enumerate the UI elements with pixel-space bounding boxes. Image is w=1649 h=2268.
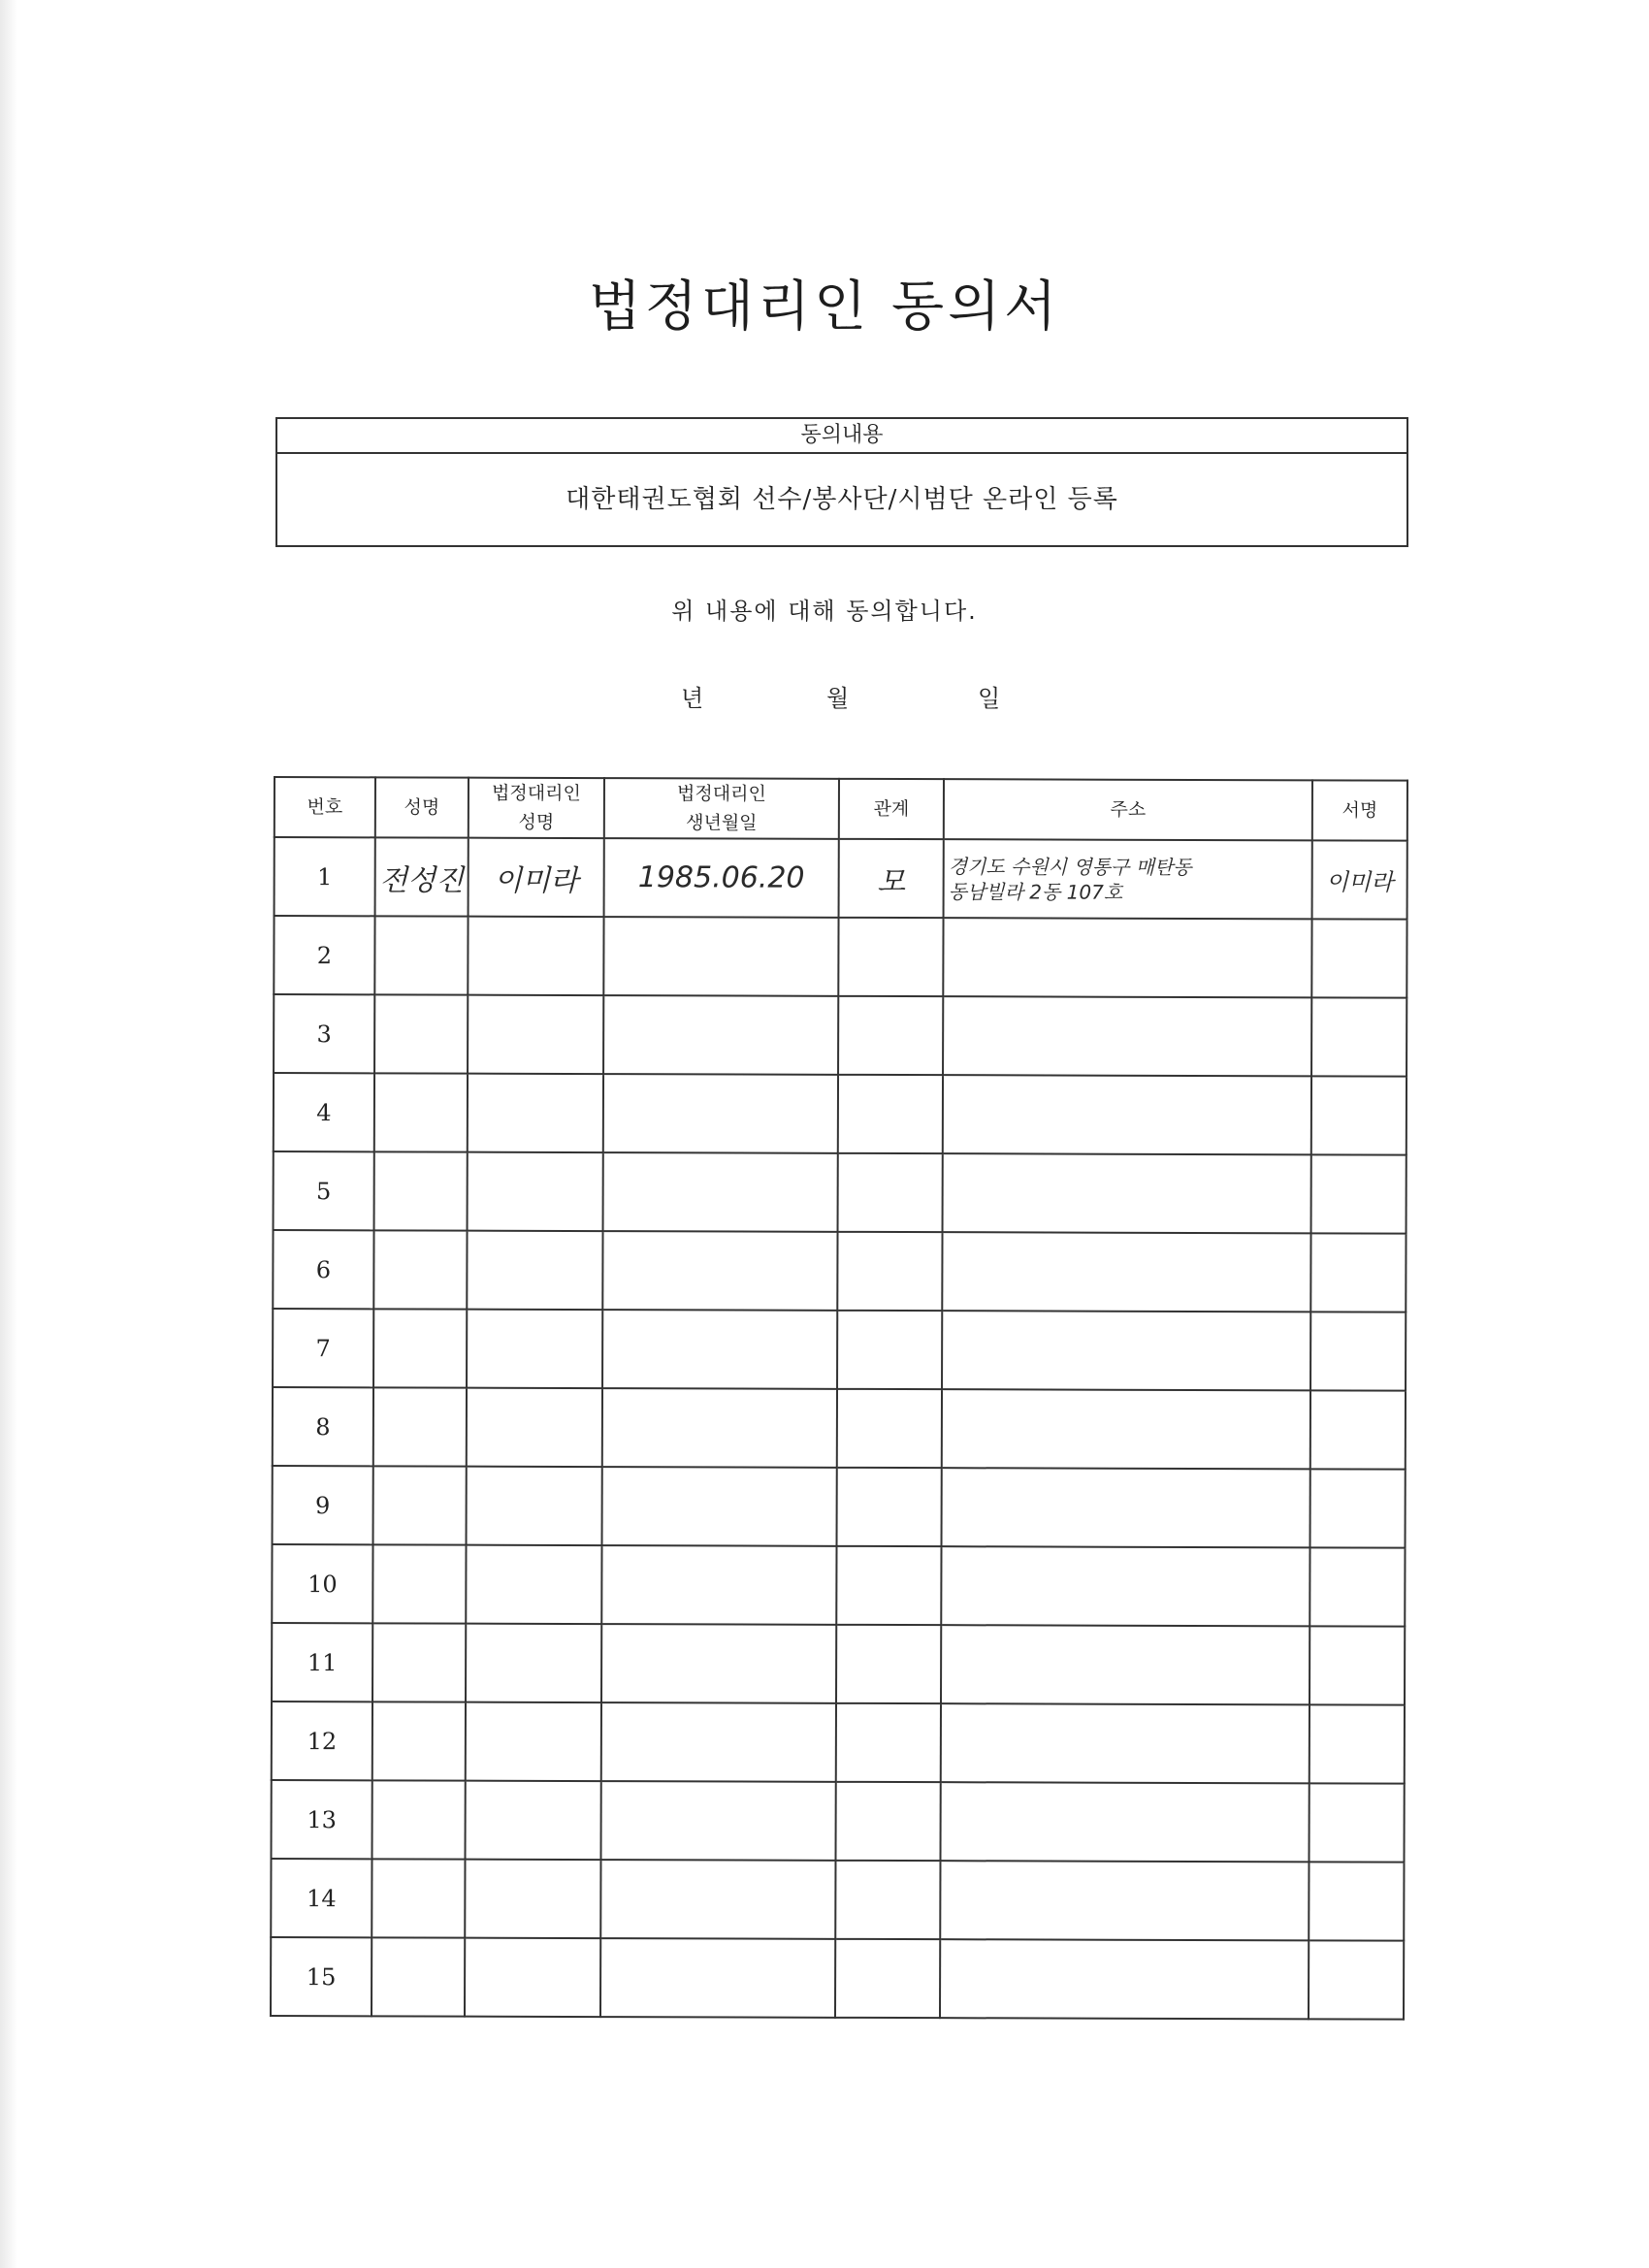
date-day-label: 일 <box>978 685 1001 712</box>
cell-relation[interactable] <box>838 1075 943 1153</box>
cell-name[interactable] <box>375 837 469 916</box>
cell-name[interactable] <box>373 1230 467 1309</box>
cell-relation[interactable] <box>838 918 943 996</box>
cell-guardian-name[interactable] <box>467 1467 602 1545</box>
cell-guardian-birth[interactable] <box>602 1310 837 1389</box>
agreement-statement: 위 내용에 대해 동의합니다. <box>671 598 978 625</box>
cell-signature[interactable] <box>1309 1783 1404 1862</box>
cell-address[interactable] <box>941 1546 1310 1626</box>
cell-number <box>274 994 374 1073</box>
cell-relation[interactable] <box>837 1232 942 1311</box>
table-row <box>273 1466 1406 1548</box>
date-year-label: 년 <box>681 685 704 712</box>
cell-guardian-birth[interactable] <box>602 1467 837 1546</box>
cell-address[interactable] <box>943 996 1311 1076</box>
cell-number-value: 11 <box>307 1648 338 1676</box>
cell-guardian-birth[interactable] <box>604 838 839 918</box>
table-row <box>275 837 1407 920</box>
header-guardian-birth-line1: 법정대리인 <box>677 783 766 805</box>
cell-guardian-name[interactable] <box>465 1938 600 2017</box>
cell-signature[interactable] <box>1311 919 1406 997</box>
cell-signature[interactable] <box>1311 1076 1406 1154</box>
cell-relation[interactable] <box>838 996 943 1075</box>
cell-number <box>272 1544 372 1623</box>
consent-content-box <box>275 417 1408 547</box>
cell-number <box>271 1937 372 2016</box>
cell-number-value: 4 <box>316 1098 332 1126</box>
cell-signature[interactable] <box>1310 1626 1405 1704</box>
cell-address[interactable] <box>942 1232 1310 1312</box>
cell-guardian-name[interactable] <box>469 838 604 917</box>
cell-number <box>275 837 375 916</box>
cell-guardian-birth[interactable] <box>601 1702 836 1782</box>
table-row <box>271 1937 1404 2020</box>
cell-relation[interactable] <box>836 1546 941 1625</box>
cell-number <box>272 1701 372 1780</box>
cell-name[interactable] <box>374 994 468 1073</box>
cell-signature[interactable] <box>1309 1940 1404 2019</box>
cell-relation[interactable] <box>835 1861 940 1939</box>
cell-number-value: 5 <box>315 1177 332 1205</box>
cell-number <box>274 1073 374 1151</box>
cell-number <box>271 1780 372 1859</box>
cell-signature[interactable] <box>1310 1704 1405 1783</box>
cell-number <box>273 1309 373 1387</box>
cell-guardian-birth[interactable] <box>600 1938 835 2018</box>
table-row <box>272 1623 1405 1705</box>
table-row <box>274 994 1406 1077</box>
consent-body: 대한태권도협회 선수/봉사단/시범단 온라인 등록 <box>566 485 1118 514</box>
cell-number-value: 1 <box>316 862 333 891</box>
cell-address[interactable] <box>943 918 1311 997</box>
cell-signature[interactable] <box>1310 1233 1406 1312</box>
cell-name[interactable] <box>374 1073 468 1151</box>
cell-guardian-name[interactable] <box>468 995 603 1074</box>
cell-number <box>273 1230 373 1309</box>
cell-address[interactable] <box>942 1468 1310 1547</box>
date-month-label: 월 <box>826 685 850 712</box>
cell-name[interactable] <box>373 1309 467 1387</box>
cell-signature-value: 이미라 <box>1325 868 1394 896</box>
cell-address-line1: 경기도 수원시 영통구 매탄동 <box>948 854 1192 879</box>
cell-relation[interactable] <box>837 1311 942 1389</box>
cell-guardian-birth[interactable] <box>601 1545 836 1625</box>
cell-number <box>273 1466 373 1544</box>
header-guardian-name <box>469 778 604 838</box>
cell-address[interactable] <box>940 1939 1309 2019</box>
cell-relation[interactable] <box>839 839 944 918</box>
table-row <box>271 1859 1404 1941</box>
cell-number-value: 2 <box>316 941 333 969</box>
cell-name[interactable] <box>373 1387 467 1466</box>
cell-number-value: 13 <box>307 1805 337 1833</box>
cell-number-value: 14 <box>307 1884 337 1912</box>
cell-guardian-name[interactable] <box>468 917 603 995</box>
cell-address[interactable] <box>940 1861 1309 1940</box>
cell-address[interactable] <box>944 839 1312 919</box>
cell-number <box>271 1859 372 1937</box>
header-name: 성명 <box>375 777 469 837</box>
cell-number <box>274 916 374 994</box>
header-address: 주소 <box>944 779 1312 840</box>
cell-guardian-birth[interactable] <box>603 1152 838 1232</box>
cell-signature[interactable] <box>1311 997 1406 1076</box>
cell-guardian-birth[interactable] <box>603 1074 838 1153</box>
cell-name[interactable] <box>372 1859 465 1937</box>
cell-number-value: 10 <box>307 1570 338 1598</box>
cell-number <box>272 1623 372 1701</box>
cell-guardian-name[interactable] <box>467 1310 602 1388</box>
cell-name[interactable] <box>374 916 468 994</box>
cell-signature[interactable] <box>1310 1390 1406 1469</box>
cell-address[interactable] <box>943 1075 1311 1154</box>
cell-number-value: 7 <box>315 1334 331 1362</box>
cell-guardian-birth[interactable] <box>602 1388 837 1468</box>
cell-number-value: 3 <box>316 1020 332 1048</box>
table-header-row <box>275 777 1407 841</box>
cell-name[interactable] <box>372 1937 465 2016</box>
header-guardian-name-line2: 성명 <box>518 811 555 833</box>
cell-relation[interactable] <box>837 1389 942 1468</box>
header-guardian-birth <box>604 778 839 839</box>
table-row <box>271 1780 1404 1863</box>
cell-signature[interactable] <box>1312 840 1407 919</box>
cell-relation[interactable] <box>835 1939 940 2018</box>
cell-number-value: 6 <box>315 1255 332 1283</box>
cell-address[interactable] <box>942 1311 1310 1390</box>
cell-number-value: 8 <box>315 1412 331 1441</box>
cell-guardian-name[interactable] <box>468 1152 603 1231</box>
cell-guardian-name[interactable] <box>468 1074 603 1152</box>
cell-relation[interactable] <box>838 1153 943 1232</box>
header-relation: 관계 <box>839 779 944 839</box>
cell-guardian-name[interactable] <box>465 1860 600 1938</box>
cell-guardian-birth-value: 1985.06.20 <box>637 860 805 895</box>
cell-relation[interactable] <box>836 1703 941 1782</box>
cell-guardian-birth[interactable] <box>600 1781 835 1861</box>
table-row <box>273 1230 1406 1312</box>
cell-guardian-birth[interactable] <box>603 995 838 1075</box>
cell-address[interactable] <box>942 1389 1310 1469</box>
cell-relation-value: 모 <box>877 864 906 899</box>
cell-guardian-birth[interactable] <box>601 1624 836 1703</box>
cell-guardian-name[interactable] <box>466 1702 601 1781</box>
cell-guardian-name[interactable] <box>466 1545 601 1624</box>
cell-signature[interactable] <box>1311 1154 1406 1233</box>
cell-signature[interactable] <box>1310 1312 1406 1390</box>
table-row <box>274 1151 1406 1234</box>
cell-address[interactable] <box>941 1625 1310 1704</box>
cell-address-line2: 동남빌라 2동 107호 <box>948 879 1123 904</box>
cell-relation[interactable] <box>837 1468 942 1546</box>
cell-number-value: 12 <box>307 1727 338 1755</box>
cell-number-value: 15 <box>306 1962 337 1991</box>
header-guardian-birth-line2: 생년월일 <box>686 812 758 834</box>
cell-number-value: 9 <box>314 1491 331 1519</box>
cell-signature[interactable] <box>1310 1469 1406 1547</box>
table-row <box>273 1387 1406 1470</box>
cell-name[interactable] <box>372 1623 466 1701</box>
cell-name[interactable] <box>374 1151 468 1230</box>
cell-name-value: 전성진 <box>379 862 465 898</box>
cell-guardian-birth[interactable] <box>602 1231 837 1311</box>
header-guardian-name-line1: 법정대리인 <box>492 782 581 804</box>
cell-guardian-name[interactable] <box>465 1781 600 1860</box>
cell-guardian-name[interactable] <box>467 1231 602 1310</box>
cell-guardian-name-value: 이미라 <box>494 863 579 898</box>
cell-signature[interactable] <box>1310 1547 1405 1626</box>
header-number: 번호 <box>275 777 375 837</box>
cell-name[interactable] <box>372 1544 466 1623</box>
table-row <box>274 916 1406 998</box>
cell-name[interactable] <box>372 1701 466 1780</box>
cell-address[interactable] <box>943 1153 1311 1233</box>
cell-guardian-birth[interactable] <box>600 1860 835 1939</box>
cell-address[interactable] <box>940 1782 1309 1862</box>
cell-name[interactable] <box>372 1780 465 1859</box>
cell-guardian-name[interactable] <box>466 1624 601 1702</box>
table-row <box>272 1544 1405 1627</box>
cell-number <box>274 1151 374 1230</box>
cell-signature[interactable] <box>1309 1862 1404 1940</box>
cell-relation[interactable] <box>836 1625 941 1703</box>
table-row <box>273 1309 1406 1391</box>
cell-number <box>273 1387 373 1466</box>
table-row <box>274 1073 1406 1155</box>
cell-address[interactable] <box>941 1703 1310 1783</box>
header-signature: 서명 <box>1312 780 1407 840</box>
cell-guardian-name[interactable] <box>467 1388 602 1467</box>
page-title: 법정대리인 동의서 <box>588 275 1061 339</box>
cell-guardian-birth[interactable] <box>603 917 838 996</box>
cell-name[interactable] <box>373 1466 467 1544</box>
guardian-roster-table <box>270 776 1408 2021</box>
cell-relation[interactable] <box>835 1782 940 1861</box>
table-row <box>272 1701 1405 1784</box>
consent-header: 동의내용 <box>277 419 1406 454</box>
